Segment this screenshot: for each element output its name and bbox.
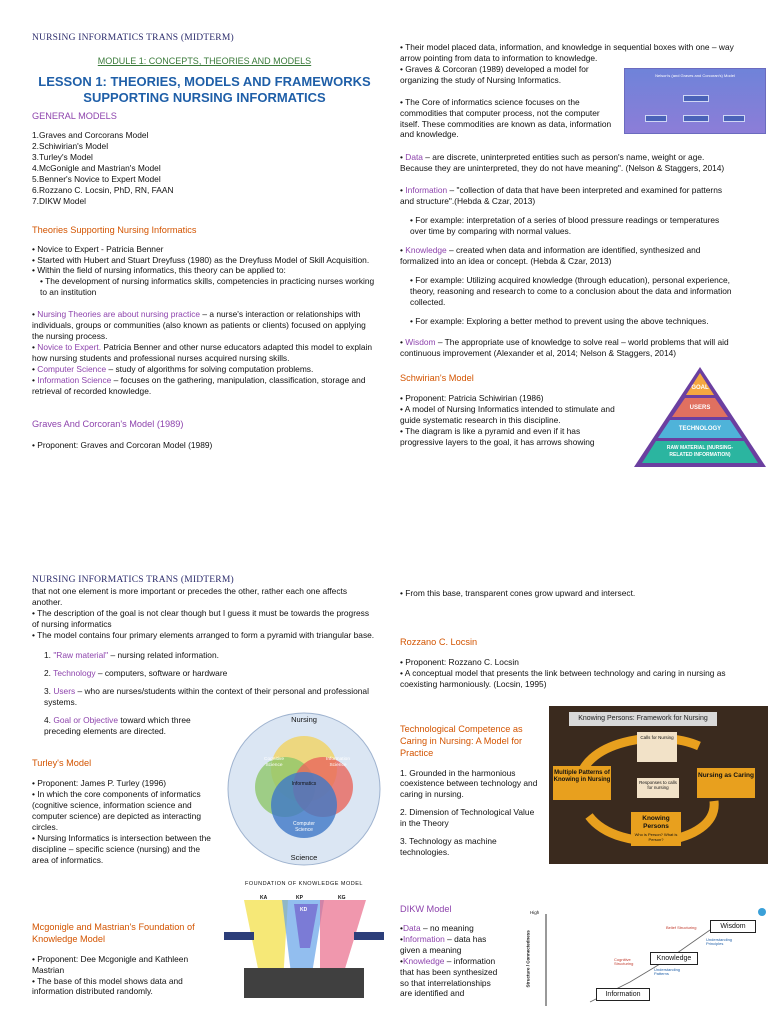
list-item: 3.Turley's Model [32, 152, 93, 163]
kp-left-box: Multiple Patterns of Knowing in Nursing [553, 766, 611, 800]
graves-bullet: • Proponent: Graves and Corcoran Model (1989) [32, 439, 213, 450]
kp-bottom-sub: Who is Person? What is Person? [634, 831, 678, 842]
term-text: toward which three preceding elements are directed. [44, 714, 191, 736]
kp-right-box: Nursing as Caring [697, 768, 755, 798]
theory-bullet: • Started with Hubert and Stuart Dreyfuss (1980) as the Dreyfuss Model of Skill Acquisition. [32, 254, 370, 265]
graves-title: Graves And Corcoran's Model (1989) [32, 418, 184, 429]
tech-item: 2. Dimension of Technological Value in the Theory [400, 807, 535, 829]
term-text: – who are nurses/students within the context of their personal and professional systems. [44, 685, 369, 707]
venn-informatics-label: Informatics [291, 780, 317, 787]
example-bullet: • For example: Utilizing acquired knowledge (through education), personal experience, theory, reasoning and research to come to a conclusion about the data and information collected. [410, 274, 732, 307]
fok-label-kp: KP [296, 894, 303, 901]
dikw-wisdom-box: Wisdom [710, 920, 756, 933]
term-label: Data [402, 922, 421, 933]
dikw-item: •Data – no meaning [400, 922, 474, 933]
turley-bullet: • Proponent: James P. Turley (1996) [32, 778, 167, 789]
term-text: Patricia Benner and other nurse educators adapted this model to explain how nursing students and professional nurses acquired nursing skills. [32, 341, 373, 363]
pyramid-technology: TECHNOLOGY [678, 426, 722, 433]
dikw-principles-label: Understanding Principles [706, 936, 733, 947]
pyramid-raw-material: RAW MATERIAL (NURSING-RELATED INFORMATION) [666, 445, 734, 458]
knowledge-paragraph: • Knowledge – created when data and information are identified, synthesized and formalized into an idea or concept. (Hebda & Czar, 2013) [400, 244, 701, 266]
venn-cognitive-label: Cognitive Science [264, 756, 284, 768]
page-header: NURSING INFORMATICS TRANS (MIDTERM) [32, 575, 234, 585]
fok-label-kg: KG [338, 894, 346, 901]
term-label: Knowledge [402, 955, 445, 966]
element-item: 3. Users – who are nurses/students within the context of their personal and professional systems. [44, 685, 369, 707]
term-label: Data [405, 152, 423, 163]
cones-bullet: • From this base, transparent cones grow upward and intersect. [400, 588, 636, 598]
fok-graphic [224, 888, 384, 998]
term-label: Computer Science [37, 363, 107, 374]
term-text: – information that has been synthesized so that interrelationships are identified and [400, 955, 498, 999]
dikw-belief-label: Belief Structuring [666, 924, 697, 930]
right-column [400, 588, 754, 999]
venn-graphic [226, 709, 382, 869]
locsin-title: Rozzano C. Locsin [400, 636, 478, 647]
knowing-persons-diagram [549, 706, 768, 864]
tech-item: 3. Technology as machine technologies. [400, 836, 497, 858]
dikw-knowledge-box: Knowledge [650, 952, 698, 965]
tech-competence-title: Technological Competence as Caring in Nursing: A Model for Practice [400, 723, 523, 758]
module-title: MODULE 1: CONCEPTS, THEORIES AND MODELS [97, 56, 312, 67]
schwirian-bullet: • A model of Nursing Informatics intended to stimulate and guide systematic research in this discipline. [400, 404, 615, 426]
list-item: 1.Graves and Corcorans Model [32, 130, 149, 141]
venn-information-label: Information Science [326, 756, 350, 768]
pyramid-goal: GOAL [691, 385, 709, 392]
example-bullet: • For example: interpretation of a series of blood pressure readings or temperatures over time by comparing with normal values. [410, 215, 720, 236]
novice-expert-paragraph: • Novice to Expert. Patricia Benner and other nurse educators adapted this model to explain how nursing students and professional nurses acquired nursing skills. [32, 341, 373, 363]
theory-bullet: • Novice to Expert - Patricia Benner [32, 243, 164, 254]
dikw-item: •Knowledge – information that has been synthesized so that interrelationships are identified and [400, 955, 498, 999]
term-text: – focuses on the gathering, manipulation, classification, storage and retrieval of recorded knowledge. [32, 374, 366, 396]
term-label: Technology [53, 667, 96, 678]
venn-computer-label: Computer Science [293, 820, 315, 834]
right-paragraph: • The Core of informatics science focuses on the commodities that computer process, not the computer itself. These commodities are known as data, information and knowledge. [400, 96, 612, 140]
diagram-box [683, 115, 709, 122]
right-paragraph: • Graves & Corcoran (1989) developed a model for organizing the study of Nursing Informatics. [400, 63, 589, 85]
left-column [32, 574, 377, 997]
term-text: – data has given a meaning [400, 933, 487, 955]
list-item: 7.DIKW Model [32, 195, 86, 206]
term-text: – study of algorithms for solving computation problems. [106, 363, 314, 374]
term-label: Wisdom [405, 337, 436, 348]
term-text: – computers, software or hardware [95, 667, 228, 678]
general-models-list [32, 130, 377, 206]
element-item: 4. Goal or Objective toward which three preceding elements are directed. [44, 714, 191, 736]
list-item: 5.Benner's Novice to Expert Model [32, 173, 161, 184]
list-item: 4.McGonigle and Mastrian's Model [32, 162, 161, 173]
term-label: Nursing Theories are about nursing practice [37, 309, 201, 320]
locsin-bullet: • Proponent: Rozzano C. Locsin [400, 656, 519, 667]
dikw-item: •Information – data has given a meaning [400, 933, 487, 955]
mcgonigle-bullet: • Proponent: Dee Mcgonigle and Kathleen Mastrian [32, 953, 189, 975]
fok-label-ka: KA [260, 894, 268, 901]
term-label: Goal or Objective [53, 714, 119, 725]
lesson-title-1: LESSON 1: THEORIES, MODELS AND FRAMEWORKS [38, 74, 371, 90]
term-text: – created when data and information are identified, synthesized and formalized into an idea or concept. (Hebda & Czar, 2013) [400, 244, 701, 266]
information-science-paragraph: • Information Science – focuses on the gathering, manipulation, classification, storage and retrieval of recorded knowledge. [32, 374, 366, 396]
term-label: Information [402, 933, 445, 944]
graves-corcoran-diagram [624, 68, 766, 134]
term-label: "Raw material" [53, 649, 109, 660]
term-text: – no meaning [420, 922, 474, 933]
element-item: 1. "Raw material" – nursing related information. [44, 649, 219, 660]
kp-responses-box: Responses to calls for nursing [637, 778, 679, 798]
example-bullet: • For example: Exploring a better method to prevent using the above techniques. [410, 315, 709, 326]
computer-science-paragraph: • Computer Science – study of algorithms for solving computation problems. [32, 363, 314, 374]
data-paragraph: • Data – are discrete, uninterpreted entities such as person's name, weight or age. Because they are uninterpreted, they do not have meaning". (Nelson & Staggers, 2014) [400, 152, 725, 174]
lesson-title-2: SUPPORTING NURSING INFORMATICS [83, 89, 326, 105]
list-item: 6.Rozzano C. Locsin, PhD, RN, FAAN [32, 184, 174, 195]
kp-bottom-title: Knowing Persons [642, 814, 670, 831]
schwirian-pyramid [632, 365, 768, 469]
right-paragraph: • Their model placed data, information, and knowledge in sequential boxes with one – way arrow pointing from data to information to knowledge. [400, 42, 734, 63]
schwirian-bullet: • Proponent: Patricia Schiwirian (1986) [400, 393, 544, 404]
kp-title: Knowing Persons: Framework for Nursing [569, 712, 717, 726]
diagram-box [683, 95, 709, 102]
term-text: – "collection of data that have been interpreted and examined for patterns and structure".(Hebda & Czar, 2013) [400, 185, 723, 207]
diagram-box [723, 115, 745, 122]
turley-bullet: • Nursing Informatics is intersection between the discipline – specific science (nursing) and the area of informatics. [32, 833, 211, 865]
dikw-information-box: Information [596, 988, 650, 1001]
diagram-box [645, 115, 667, 122]
theories-title: Theories Supporting Nursing Informatics [32, 224, 197, 235]
general-models-title: GENERAL MODELS [32, 111, 117, 122]
diagram-title: Nelson's (and Graves and Corcoran's) Model [655, 72, 735, 78]
turley-title: Turley's Model [32, 758, 92, 769]
theory-sub-bullet: • The development of nursing informatics skills, competencies in practicing nurses working to an institution [40, 276, 375, 298]
information-paragraph: • Information – "collection of data that have been interpreted and examined for patterns and structure".(Hebda & Czar, 2013) [400, 185, 723, 207]
term-label: Novice to Expert. [37, 341, 102, 352]
schwirian-bullet: • The diagram is like a pyramid and even if it has progressive layers to the goal, it has arrows showing [400, 426, 595, 447]
nursing-theories-paragraph: • Nursing Theories are about nursing practice – a nurse's interaction or relationships with individuals, groups or communities (also known as patients or clients) focused on applying the nursing process. [32, 309, 366, 342]
turley-venn-diagram [226, 709, 382, 869]
dikw-axis-label: Structure / Connectedness [525, 929, 531, 988]
continued-bullet: • The description of the goal is not clear though but I guess it must be towards the progress of nursing informatics [32, 608, 370, 630]
dikw-title: DIKW Model [400, 903, 452, 914]
term-label: Information Science [37, 374, 112, 385]
fok-title: FOUNDATION OF KNOWLEDGE MODEL [245, 880, 363, 887]
dikw-high-label: High [530, 909, 540, 915]
term-text: – are discrete, uninterpreted entities such as person's name, weight or age. Because they are uninterpreted, they do not have meaning". (Nelson & Staggers, 2014) [400, 152, 725, 174]
dikw-chart [525, 906, 768, 1006]
list-item: 2.Schiwirian's Model [32, 141, 109, 152]
term-text: – a nurse's interaction or relationships with individuals, groups or communities (also known as patients or clients) focused on applying the nursing process. [32, 309, 366, 342]
continued-text: that not one element is more important or precedes the other, rather each one affects another. [32, 586, 348, 608]
turley-bullet: • In which the core components of informatics (cognitive science, information science and computer science) are depicted as interacting circles. [32, 789, 201, 833]
venn-science-label: Science [290, 852, 318, 862]
mcgonigle-bullet: • The base of this model shows data and information distributed randomly. [32, 975, 183, 997]
locsin-bullet: • A conceptual model that presents the link between technology and caring in nursing as coexisting harmoniously. (Locsin, 1995) [400, 667, 726, 689]
fok-label-kd: KD [300, 906, 308, 913]
foundation-knowledge-diagram [224, 881, 384, 1001]
wisdom-paragraph: • Wisdom – The appropriate use of knowledge to solve real – world problems that will aid continuous improvement (Alexander et al, 2014; Nelson & Staggers, 2014) [400, 337, 729, 359]
pyramid-users: USERS [689, 405, 711, 412]
term-text: – The appropriate use of knowledge to solve real – world problems that will aid continuous improvement (Alexander et al, 2014; Nelson & Staggers, 2014) [400, 337, 729, 359]
term-label: Information [405, 185, 448, 196]
theory-bullet: • Within the field of nursing informatics, this theory can be applied to: [32, 265, 286, 276]
term-label: Users [53, 685, 76, 696]
page-2 [0, 512, 768, 1024]
continued-bullet: • The model contains four primary elements arranged to form a pyramid with triangular base. [32, 630, 375, 641]
right-column [400, 42, 735, 458]
kp-bottom-box [631, 812, 681, 846]
schwirian-title: Schwirian's Model [400, 373, 474, 384]
term-label: Knowledge [405, 244, 447, 255]
dikw-cognitive-label: Cognitive Structuring [614, 956, 634, 967]
page-header: NURSING INFORMATICS TRANS (MIDTERM) [32, 33, 234, 43]
kp-calls-box: Calls for Nursing [637, 732, 677, 762]
mcgonigle-title: Mcgonigle and Mastrian's Foundation of Knowledge Model [32, 921, 195, 944]
dikw-patterns-label: Understanding Patterns [654, 966, 681, 977]
left-column [32, 32, 377, 450]
element-item: 2. Technology – computers, software or hardware [44, 667, 228, 678]
tech-item: 1. Grounded in the harmonious coexistence between technology and caring in nursing. [400, 767, 538, 800]
venn-nursing-label: Nursing [291, 714, 317, 724]
term-text: – nursing related information. [108, 649, 219, 660]
